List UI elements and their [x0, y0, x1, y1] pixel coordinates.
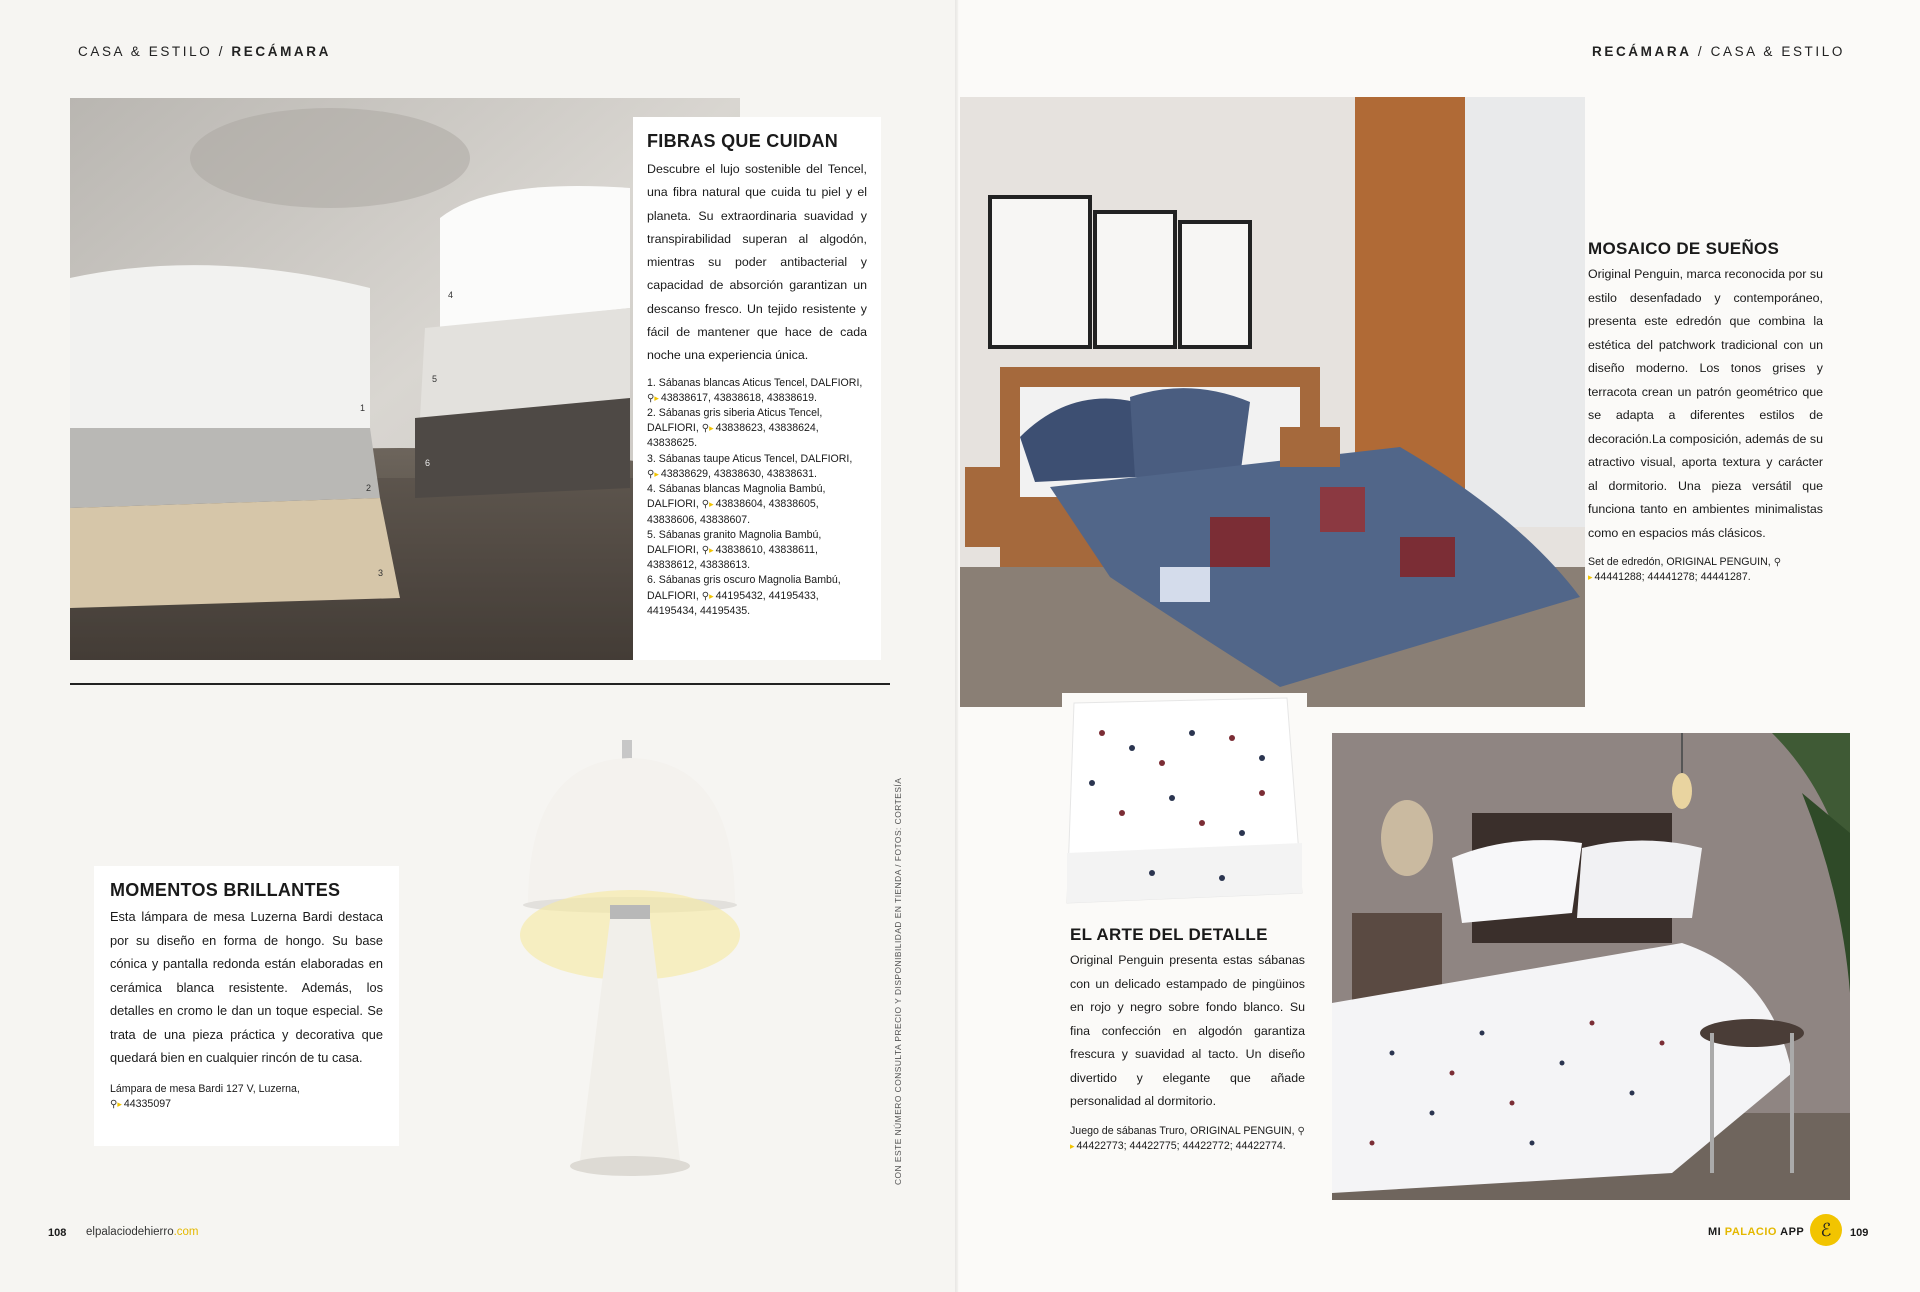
left-page-number: 108: [48, 1227, 67, 1239]
fibras-item: 3. Sábanas taupe Aticus Tencel, DALFIORI, ⚲▸ 43838629, 43838630, 43838631.: [647, 452, 853, 480]
momentos-title: MOMENTOS BRILLANTES: [110, 880, 341, 900]
stack-number-1: 1: [360, 403, 366, 413]
fibras-item: 2. Sábanas gris siberia Aticus Tencel, DALFIORI, ⚲▸ 43838623, 43838624, 43838625.: [647, 407, 823, 450]
fibras-body: Descubre el lujo sostenible del Tencel, una fibra natural que cuida tu piel y el planeta. Su extraordinaria suavidad y transpirabilidad superan al algodón, mientras su poder antibacterial y capacidad de absorción garantizan un descanso fresco. Un tejido resistente y fácil de mantener que hace de cada noche una experiencia única.: [647, 162, 867, 363]
penguin-sheets-folded-photo: [1062, 693, 1307, 913]
penguin-bedroom-photo: [1332, 733, 1850, 1200]
arte-product: Juego de sábanas Truro, ORIGINAL PENGUIN, ⚲ ▸ 44422773; 44422775; 44422772; 44422774.: [1070, 1124, 1305, 1152]
right-running-head: RECÁMARA / CASA & ESTILO: [1592, 44, 1845, 59]
arte-title: EL ARTE DEL DETALLE: [1070, 925, 1268, 944]
fibras-item: 6. Sábanas gris oscuro Magnolia Bambú, DALFIORI, ⚲▸ 44195432, 44195433, 44195434, 44195435.: [647, 574, 841, 617]
stack-number-4: 4: [448, 290, 454, 300]
page-spine: [955, 0, 959, 1292]
fibras-title: FIBRAS QUE CUIDAN: [647, 131, 839, 151]
momentos-product: Lámpara de mesa Bardi 127 V, Luzerna, ⚲▸ 44335097: [110, 1082, 300, 1110]
mosaico-body: Original Penguin, marca reconocida por su estilo desenfadado y contemporáneo, presenta este edredón que combina la estética del patchwork tradicional con un diseño moderno. Los tonos grises y terracota crean un patrón geométrico que se adapta a diferentes estilos de decoración.La composición, además de su atractivo visual, aporta textura y carácter al dormitorio. Una pieza versátil que funciona tanto en ambientes minimalistas como en espacios más clásicos.: [1588, 267, 1823, 540]
fibras-item: 4. Sábanas blancas Magnolia Bambú, DALFIORI, ⚲▸ 43838604, 43838605, 43838606, 43838607.: [647, 483, 826, 526]
store-url[interactable]: elpalaciodehierro.com: [86, 1226, 199, 1238]
right-page-number: 109: [1850, 1227, 1869, 1239]
stack-number-5: 5: [432, 374, 438, 384]
mosaico-textbox: [1588, 239, 1823, 689]
momentos-body: Esta lámpara de mesa Luzerna Bardi destaca por su diseño en forma de hongo. Su base cónica y pantalla redonda están elaboradas en cerámica blanca resistente. Además, los detalles en cromo le dan un toque especial. Se trata de una pieza práctica y decorativa que quedará bien en cualquier rincón de tu casa.: [110, 909, 383, 1065]
stack-number-2: 2: [366, 483, 372, 493]
fibras-product-list: [647, 376, 867, 619]
app-promo: MI PALACIO APP: [1708, 1226, 1805, 1238]
fibras-textbox: [633, 117, 881, 660]
section-divider: [70, 683, 890, 685]
mosaico-title: MOSAICO DE SUEÑOS: [1588, 239, 1780, 258]
patchwork-bedroom-photo: [960, 97, 1585, 707]
momentos-textbox: [94, 866, 399, 1146]
arte-body: Original Penguin presenta estas sábanas con un delicado estampado de pingüinos en rojo y negro sobre fondo blanco. Su fina confección en algodón garantiza frescura y suavidad al tacto. Un diseño divertido y elegante que añade personalidad al dormitorio.: [1070, 953, 1305, 1108]
stack-number-3: 3: [378, 568, 384, 578]
left-running-head: CASA & ESTILO / RECÁMARA: [78, 44, 331, 59]
fibras-item: 1. Sábanas blancas Aticus Tencel, DALFIORI, ⚲▸ 43838617, 43838618, 43838619.: [647, 376, 863, 404]
arte-textbox: [1070, 925, 1305, 1205]
mosaico-product: Set de edredón, ORIGINAL PENGUIN, ⚲ ▸ 44441288; 44441278; 44441287.: [1588, 556, 1782, 584]
fibras-item: 5. Sábanas granito Magnolia Bambú, DALFIORI, ⚲▸ 43838610, 43838611, 43838612, 43838613.: [647, 528, 822, 572]
stack-number-6: 6: [425, 458, 431, 468]
vertical-credit-note: CON ESTE NÚMERO CONSULTA PRECIO Y DISPONIBILIDAD EN TIENDA / FOTOS: CORTESÍA: [893, 777, 903, 1185]
palacio-logo-icon: ℰ: [1810, 1214, 1842, 1246]
